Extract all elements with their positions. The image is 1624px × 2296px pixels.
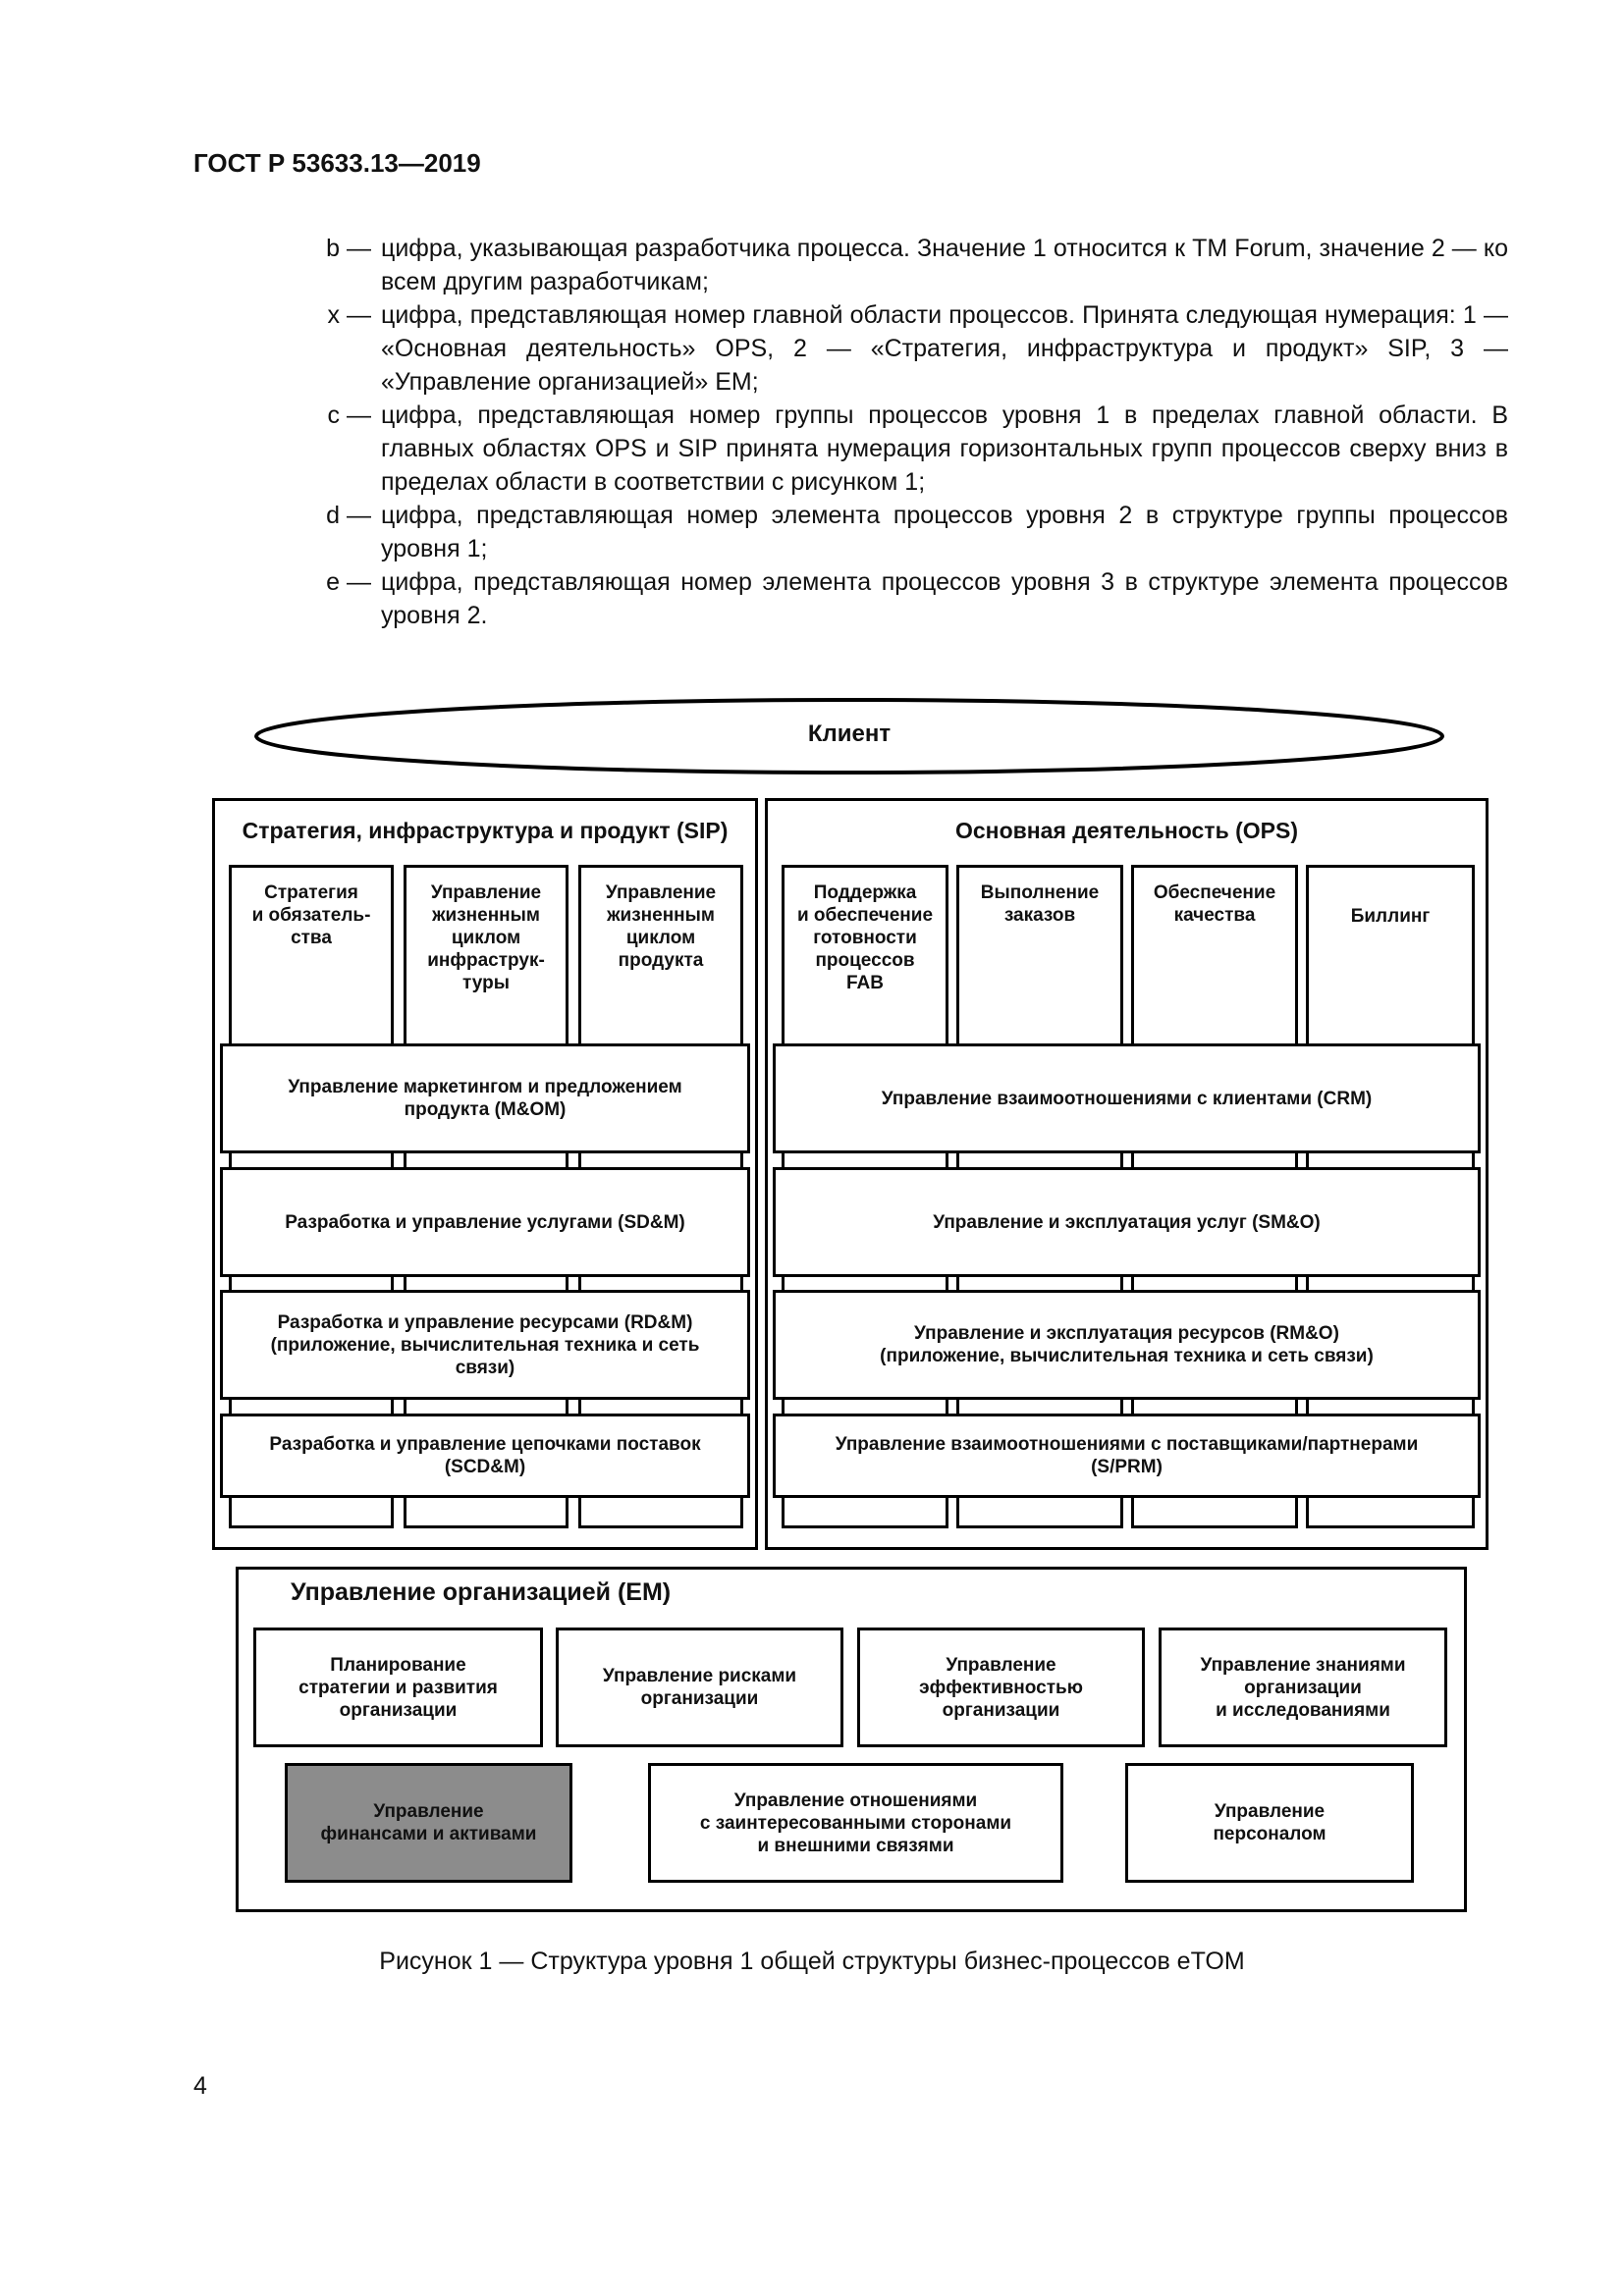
definition-letter: d — — [326, 502, 371, 529]
definition-item — [295, 298, 1508, 399]
definition-text: цифра, представляющая номер группы процессов уровня 1 в пределах главной области. В главных областях OPS и SIP принята нумерация горизонтальных групп процессов сверху вниз в пределах области в соответствии с рисунком 1; — [381, 401, 1508, 496]
ops-row-crm: Управление взаимоотношениями с клиентами (CRM) — [773, 1043, 1481, 1153]
definition-letter: c — — [327, 401, 371, 429]
ops-column-label: Поддержка и обеспечение готовности процессов FAB — [796, 882, 934, 993]
ops-title: Основная деятельность (OPS) — [955, 818, 1298, 843]
sip-column-label: Управление жизненным циклом инфраструк- туры — [427, 882, 545, 993]
definition-text: цифра, представляющая номер главной области процессов. Принята следующая нумерация: 1 — «Основная деятельность» OPS, 2 — «Стратегия, инфраструктура и продукт» SIP, 3 — «Управление организацией» EM; — [381, 301, 1508, 396]
em-process-box: Управление эффективностью организации — [857, 1628, 1145, 1747]
em-process-box-highlighted: Управление финансами и активами — [285, 1763, 572, 1883]
definition-item — [295, 232, 1508, 298]
ops-column-label: Обеспечение качества — [1153, 882, 1276, 926]
document-header: ГОСТ Р 53633.13—2019 — [193, 148, 481, 178]
em-process-box: Управление отношениями с заинтересованными сторонами и внешними связями — [648, 1763, 1063, 1883]
sip-row-scdm: Разработка и управление цепочками поставок (SCD&M) — [220, 1414, 750, 1498]
definition-letter: b — — [326, 235, 371, 262]
em-process-box: Управление рисками организации — [556, 1628, 843, 1747]
sip-row-sdm: Разработка и управление услугами (SD&M) — [220, 1167, 750, 1277]
definition-text: цифра, представляющая номер элемента процессов уровня 2 в структуре группы процессов уровня 1; — [381, 502, 1508, 562]
page-number: 4 — [193, 2072, 207, 2100]
ops-column-label: Выполнение заказов — [980, 882, 1100, 926]
sip-row-rdm: Разработка и управление ресурсами (RD&M) (приложение, вычислительная техника и сеть связи) — [220, 1290, 750, 1400]
definition-letter: e — — [326, 568, 371, 596]
definition-item — [295, 399, 1508, 499]
definitions-list — [295, 232, 1508, 632]
sip-title: Стратегия, инфраструктура и продукт (SIP) — [242, 818, 729, 843]
definition-text: цифра, указывающая разработчика процесса. Значение 1 относится к TM Forum, значение 2 — ко всем другим разработчикам; — [381, 235, 1508, 295]
ops-row-rmo: Управление и эксплуатация ресурсов (RM&O) (приложение, вычислительная техника и сеть связи) — [773, 1290, 1481, 1400]
client-label: Клиент — [807, 721, 892, 747]
ops-row-smo: Управление и эксплуатация услуг (SM&O) — [773, 1167, 1481, 1277]
em-process-box: Управление персоналом — [1125, 1763, 1414, 1883]
definition-item — [295, 565, 1508, 632]
em-title: Управление организацией (EM) — [291, 1578, 672, 1606]
sip-row-mom: Управление маркетингом и предложением продукта (M&OM) — [220, 1043, 750, 1153]
definition-text: цифра, представляющая номер элемента процессов уровня 3 в структуре элемента процессов уровня 2. — [381, 568, 1508, 629]
em-process-box: Управление знаниями организации и исследованиями — [1159, 1628, 1447, 1747]
em-process-box: Планирование стратегии и развития организации — [253, 1628, 543, 1747]
definition-letter: x — — [327, 301, 371, 329]
ops-column-label: Биллинг — [1350, 906, 1431, 927]
ops-row-sprm: Управление взаимоотношениями с поставщиками/партнерами (S/PRM) — [773, 1414, 1481, 1498]
sip-column-label: Управление жизненным циклом продукта — [605, 882, 717, 971]
definition-item — [295, 499, 1508, 565]
sip-column-label: Стратегия и обязатель- ства — [251, 882, 371, 948]
figure-caption: Рисунок 1 — Структура уровня 1 общей структуры бизнес-процессов eTOM — [379, 1948, 1245, 1975]
